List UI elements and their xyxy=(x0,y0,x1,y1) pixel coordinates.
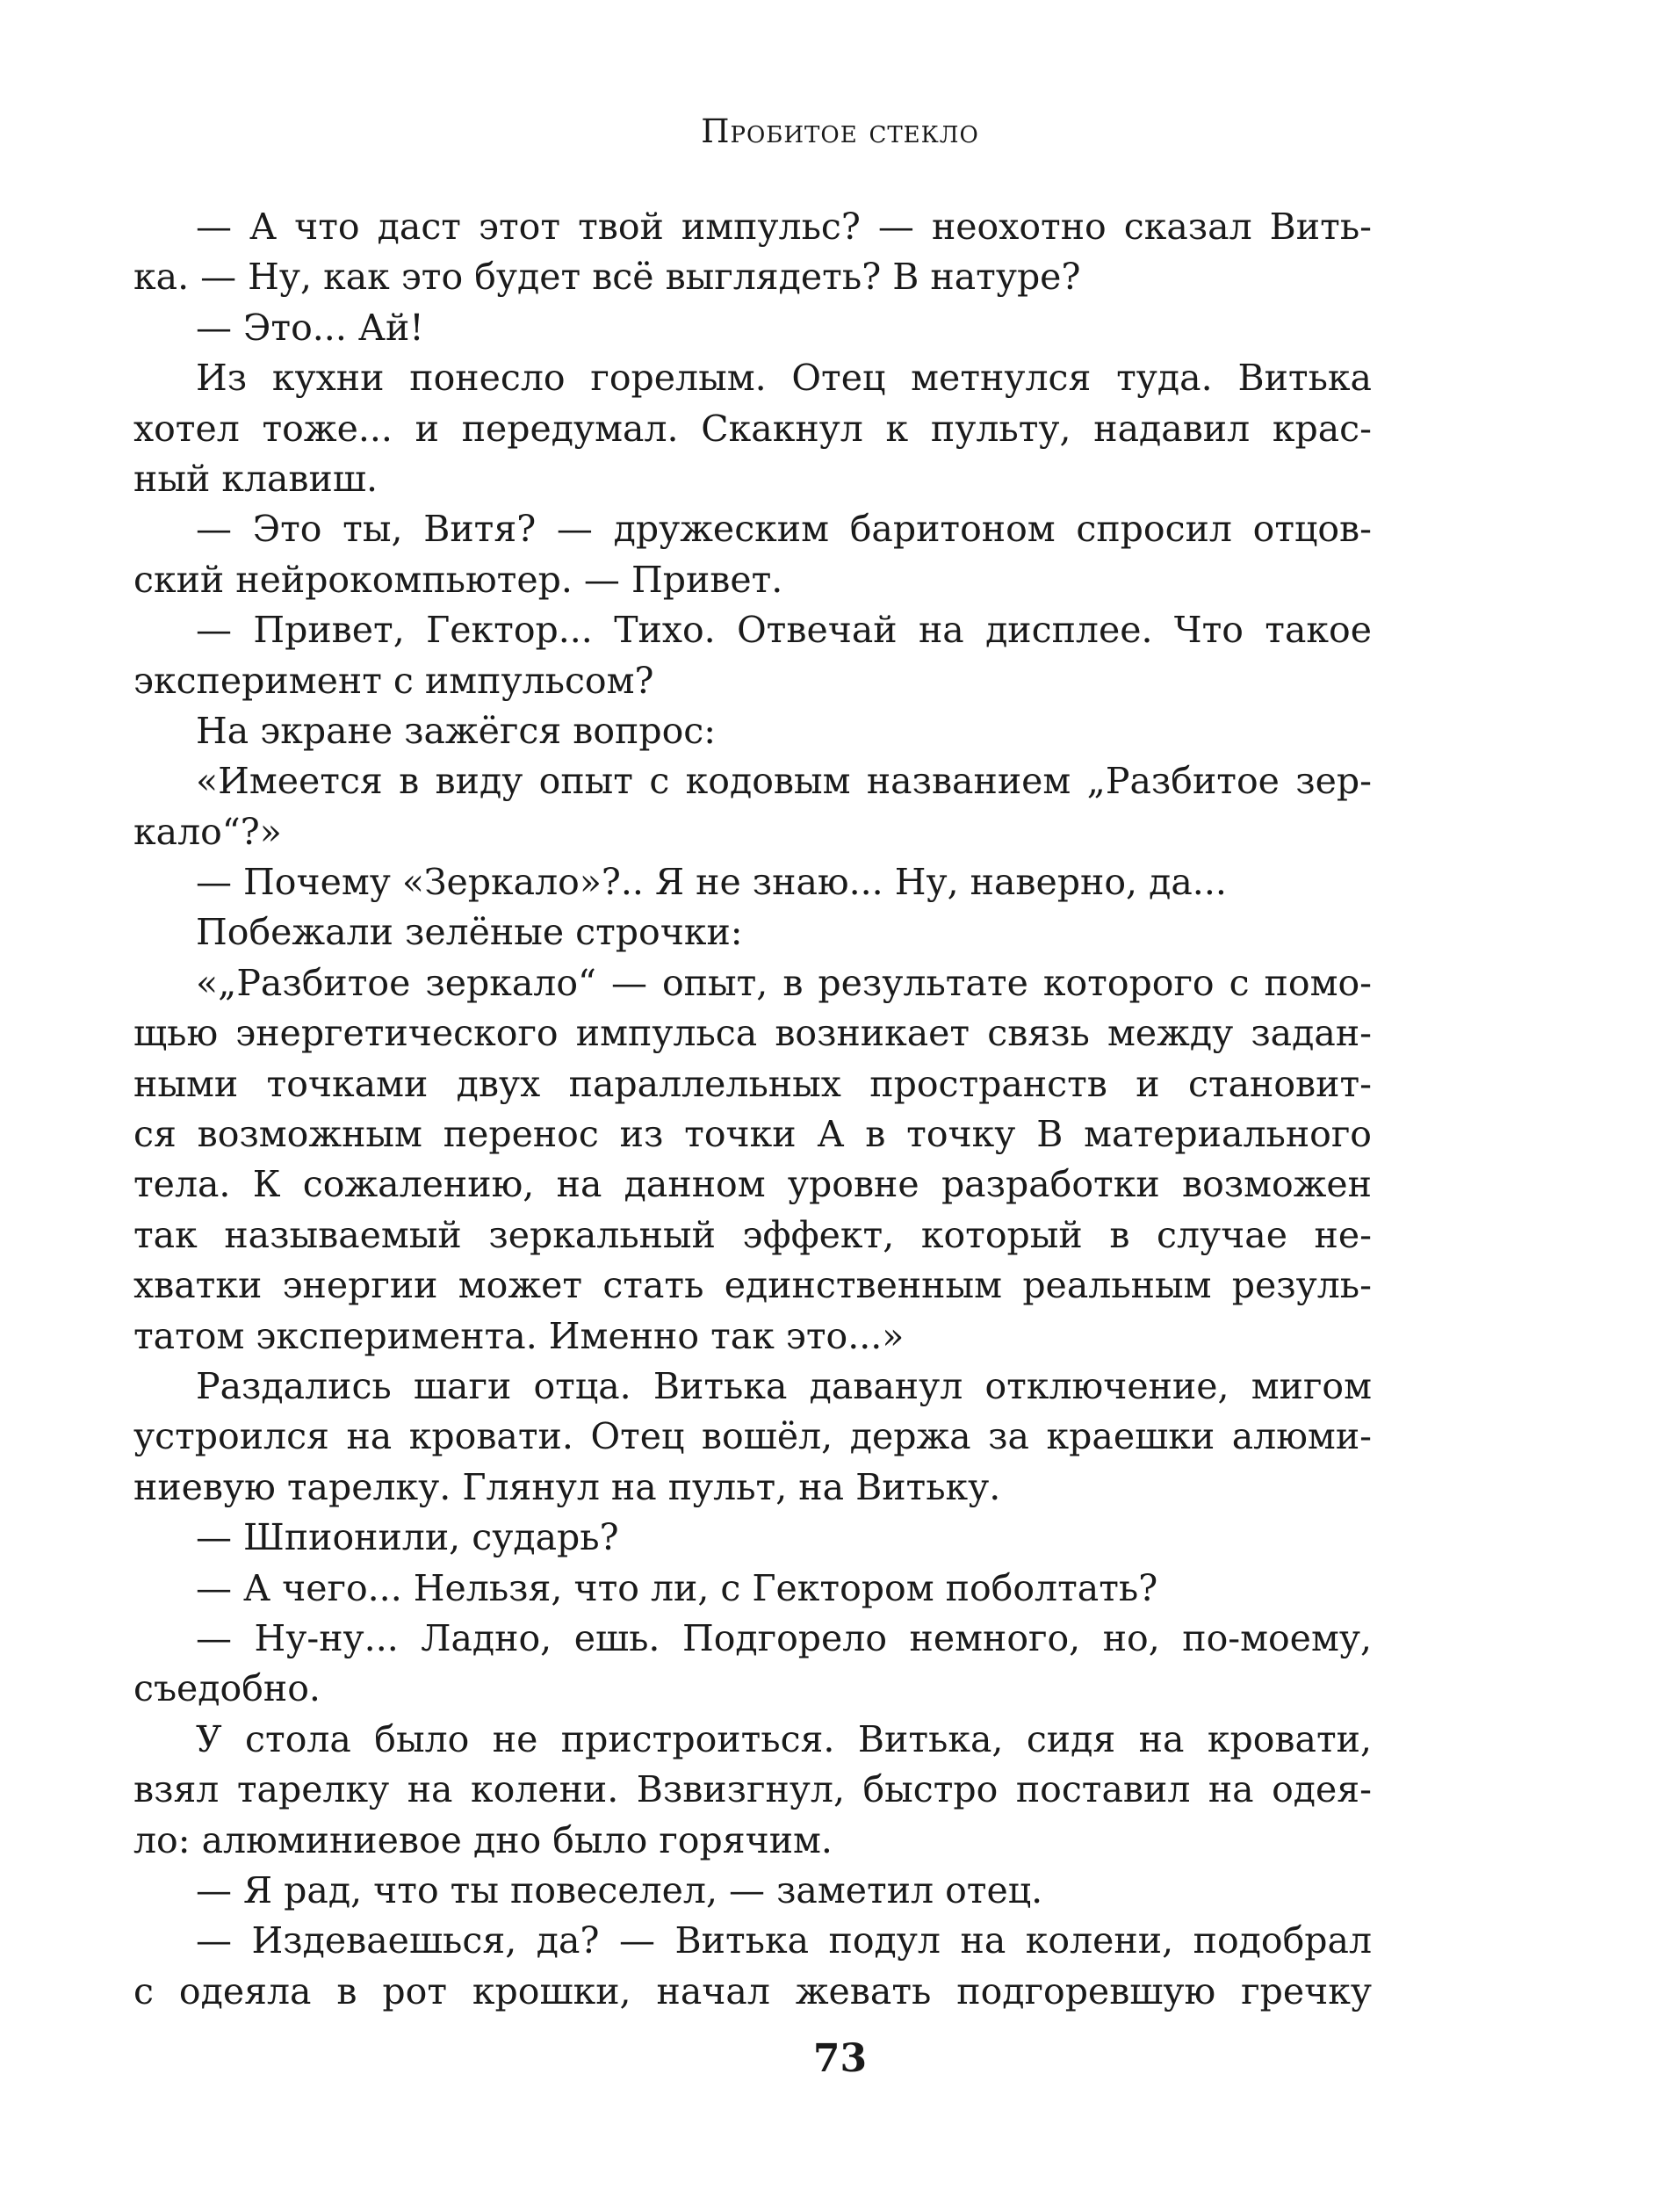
text-line: взял тарелку на колени. Взвизгнул, быстро поставил на одея- xyxy=(133,1768,1372,1811)
text-line: съедобно. xyxy=(133,1667,321,1710)
text-line: Побежали зелёные строчки: xyxy=(196,911,743,954)
text-line: — Шпионили, сударь? xyxy=(196,1516,619,1559)
page-number: 73 xyxy=(812,2036,868,2081)
text-line: — Ну-ну... Ладно, ешь. Подгорело немного, но, по-моему, xyxy=(196,1616,1372,1659)
text-line: ный клавиш. xyxy=(133,457,378,500)
text-line: — А чего... Нельзя, что ли, с Гектором поболтать? xyxy=(196,1566,1158,1609)
text-line: ными точками двух параллельных пространств и становит- xyxy=(133,1062,1372,1105)
text-line: «„Разбитое зеркало“ — опыт, в результате которого с помо- xyxy=(196,961,1372,1004)
text-line: с одеяла в рот крошки, начал жевать подгоревшую гречку xyxy=(133,1969,1372,2012)
text-line: У стола было не пристроиться. Витька, сидя на кровати, xyxy=(196,1717,1372,1760)
text-line: Из кухни понесло горелым. Отец метнулся туда. Витька xyxy=(196,357,1372,400)
text-line: хватки энергии может стать единственным реальным резуль- xyxy=(133,1264,1372,1307)
text-line: — Это... Ай! xyxy=(196,306,424,349)
text-line: ло: алюминиевое дно было горячим. xyxy=(133,1818,833,1861)
text-line: щью энергетического импульса возникает связь между задан- xyxy=(133,1012,1372,1055)
body-text xyxy=(133,202,1372,2017)
text-line: На экране зажёгся вопрос: xyxy=(196,709,717,752)
text-line: — Почему «Зеркало»?.. Я не знаю... Ну, наверно, да... xyxy=(196,861,1227,904)
text-line: ниевую тарелку. Глянул на пульт, на Витьку. xyxy=(133,1465,1001,1508)
text-line: тела. К сожалению, на данном уровне разработки возможен xyxy=(133,1163,1372,1206)
text-line: эксперимент с импульсом? xyxy=(133,659,654,702)
running-title: Пробитое стекло xyxy=(701,112,979,150)
text-line: — Привет, Гектор... Тихо. Отвечай на дисплее. Что такое xyxy=(196,609,1372,652)
text-line: — Издеваешься, да? — Витька подул на колени, подобрал xyxy=(196,1919,1372,1962)
text-line: так называемый зеркальный эффект, который в случае не- xyxy=(133,1213,1372,1256)
text-line: ка. — Ну, как это будет всё выглядеть? В натуре? xyxy=(133,256,1081,299)
text-line: — Это ты, Витя? — дружеским баритоном спросил отцов- xyxy=(196,508,1372,551)
text-line: устроился на кровати. Отец вошёл, держа за краешки алюми- xyxy=(133,1415,1372,1458)
text-line: ся возможным перенос из точки А в точку В материального xyxy=(133,1113,1372,1156)
text-line: хотел тоже... и передумал. Скакнул к пульту, надавил крас- xyxy=(133,407,1372,450)
text-line: — Я рад, что ты повеселел, — заметил отец. xyxy=(196,1868,1043,1911)
text-line: Раздались шаги отца. Витька даванул отключение, мигом xyxy=(196,1364,1372,1407)
text-line: — А что даст этот твой импульс? — неохотно сказал Вить- xyxy=(196,206,1372,248)
text-line: «Имеется в виду опыт с кодовым названием „Разбитое зер- xyxy=(196,760,1372,803)
text-line: ский нейрокомпьютер. — Привет. xyxy=(133,558,783,601)
text-line: кало“?» xyxy=(133,810,282,853)
text-line: татом эксперимента. Именно так это...» xyxy=(133,1314,905,1357)
